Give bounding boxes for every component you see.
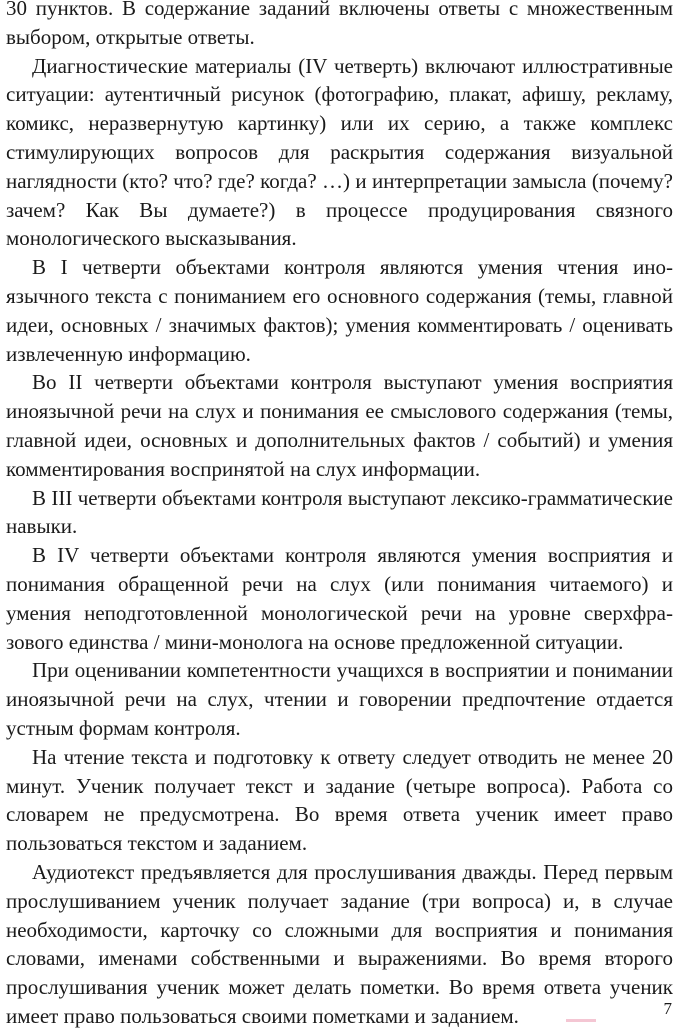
paragraph-audiotext: Аудиотекст предъявляется для прослушивания дважды. Перед первым прослушиванием ученик получает задание (три вопроса) и, в случае необходимости, карточку со сложными для восприятия и понимания словами, именами собственными и выражениями. Во время второго прослушивания ученик может делать пометки. Во время ответа ученик имеет право пользоваться своими пометками и заданием. <box>6 859 673 1028</box>
paragraph-diagnostic-materials: Диагностические материалы (IV четверть) включают иллюстративные ситуации: аутентичный рисунок (фотографию, плакат, афишу, рекламу, комикс, неразвернутую картинку) или их серию, а также комплекс стимулирующих вопросов для раскрытия содержания визуальной наглядности (кто? что? где? когда? …) и интерпретации замысла (почему? зачем? Как Вы думаете?) в процессе продуцирования связного монологического высказывания. <box>6 53 673 251</box>
paragraph-quarter-2: Во II четверти объектами контроля выступают умения восприятия иноязычной речи на слух и понимания ее смыслового содержания (темы, главной идеи, основных и дополнительных фактов / событий) и умения комментирования воспринятой на слух информации. <box>6 370 673 481</box>
paragraph-quarter-4: В IV четверти объектами контроля являются умения восприятия и понимания обращенной речи на слух (или понимания читаемого) и умения неподготовленной монологической речи на уровне сверхфразового единства / мини-монолога на основе предложенной ситуации. <box>6 543 673 654</box>
pink-mark <box>566 1019 596 1022</box>
page-number: 7 <box>663 999 672 1018</box>
paragraph-assessment: При оценивании компетентности учащихся в восприятии и понимании иноязычной речи на слух, чтении и говорении предпочтение отдается устным формам контроля. <box>6 658 673 740</box>
paragraph-quarter-3: В III четверти объектами контроля выступают лексико-граммaтические навыки. <box>6 485 673 539</box>
paragraph-continuation: 30 пунктов. В содержание заданий включены ответы с множественным выбором, открытые ответы. <box>6 0 673 49</box>
document-body <box>6 0 673 1031</box>
paragraph-reading: На чтение текста и подготовку к ответу следует отводить не менее 20 минут. Ученик получает текст и задание (четыре вопроса). Работа со словарем не предусмотрена. Во время ответа ученик имеет право пользоваться текстом и заданием. <box>6 744 673 856</box>
paragraph-quarter-1: В I четверти объектами контроля являются умения чтения иноязычного текста с пониманием его основного содержания (темы, главной идеи, основных / значимых фактов); умения комментировать / оценивать извлеченную информацию. <box>6 255 673 366</box>
